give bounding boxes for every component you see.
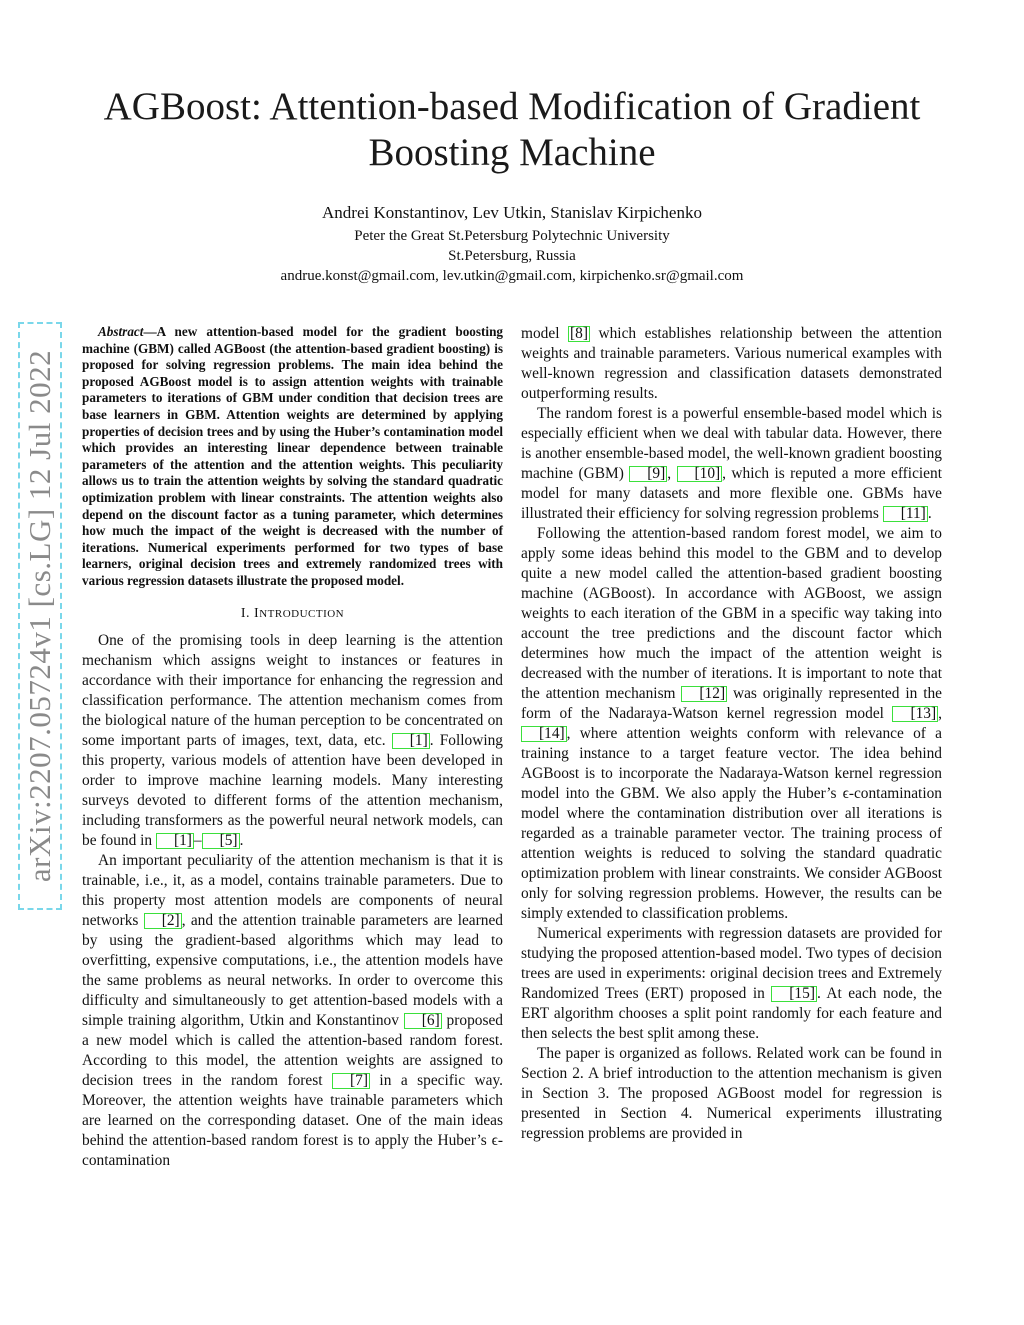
title-line-1: AGBoost: Attention-based Modification of Gradient bbox=[103, 85, 921, 128]
intro-paragraph-1: One of the promising tools in deep learning is the attention mechanism which assigns weight to instances or features in accordance with their importance for enhancing the regression and classification performance. The attention mechanism comes from the biological nature of the human perception to be concentrated on some important parts of images, text, data, etc. [1] . Following this property, various models of attention have been developed in order to improve machine learning models. Many interesting surveys devoted to different forms of the attention mechanism, including transformers as the powerful neural network models, can be found in [1] – [5] . bbox=[82, 631, 503, 849]
citation-link[interactable]: [9] bbox=[629, 466, 667, 482]
citation-link[interactable]: [13] bbox=[892, 706, 938, 722]
title-line-2: Boosting Machine bbox=[368, 131, 656, 174]
citation-link[interactable]: [15] bbox=[771, 986, 817, 1002]
right-paragraph-2: Following the attention-based random forest model, we aim to apply some ideas behind this model to the GBM and to develop quite a new model called the attention-based gradient boosting machine (AGBoost). In accordance with AGBoost, we assign weights to each iteration of the GBM in a specific way taking into account the tree predictions and the discount factor which determines how much the impact of the attention weight is decreased with the number of iterations. It is important to note that the attention mechanism [12] was originally represented in the form of the Nadaraya-Watson kernel regression model [13] , [14] , where attention weights conform with relevance of a training instance to a target feature vector. The idea behind AGBoost is to incorporate the Nadaraya-Watson kernel regression model into the GBM. We also apply the Huber’s ϵ-contamination model where the contamination distribution over all iterations is regarded as a trainable parameter vector. The training process of attention weights is reduced to solving the standard quadratic optimization problem with linear constraints. We consider AGBoost only for solving regression problems. However, the results can be simply extended to classification problems. bbox=[521, 525, 942, 922]
citation-link[interactable]: [1] bbox=[392, 733, 430, 749]
right-paragraph-4: The paper is organized as follows. Related work can be found in Section 2. A brief introduction to the attention mechanism is given in Section 3. The proposed AGBoost model for regression is presented in Section 4. Numerical experiments illustrating regression problems are provided in bbox=[521, 1045, 942, 1142]
section-heading-introduction: I. INTRODUCTION bbox=[240, 605, 345, 621]
citation-link[interactable]: [8] bbox=[570, 325, 588, 342]
paper-title bbox=[60, 84, 964, 176]
authors: Andrei Konstantinov, Lev Utkin, Stanislav Kirpichenko bbox=[322, 203, 702, 222]
abstract bbox=[82, 324, 503, 590]
right-column bbox=[521, 324, 942, 1144]
citation-link[interactable]: [12] bbox=[681, 686, 727, 702]
arxiv-stamp bbox=[18, 322, 62, 910]
citation-link[interactable]: [5] bbox=[202, 833, 240, 849]
abstract-label: Abstract bbox=[98, 324, 144, 339]
location: St.Petersburg, Russia bbox=[448, 248, 576, 264]
citation-link[interactable]: [2] bbox=[144, 913, 182, 929]
right-paragraph-3: Numerical experiments with regression datasets are provided for studying the proposed attention-based model. Two types of decision trees are used in experiments: original decision trees and Extremely Randomized Trees (ERT) proposed in [15] . At each node, the ERT algorithm chooses a split point randomly for each feature and then selects the best split among these. bbox=[521, 925, 942, 1042]
arxiv-id: arXiv:2207.05724v1 [cs.LG] 12 Jul 2022 bbox=[22, 349, 57, 883]
right-paragraph-0: model [8] which establishes relationship between the attention weights and trainable parameters. Various numerical examples with well-known regression and classification datasets demonstrated outperforming results. bbox=[521, 325, 942, 402]
left-column bbox=[82, 324, 503, 1171]
citation-link[interactable]: [1] bbox=[156, 833, 194, 849]
intro-paragraph-2: An important peculiarity of the attention mechanism is that it is trainable, i.e., it, as a model, contains trainable parameters. Due to this property most attention models are components of neural networks [2] , and the attention trainable parameters are learned by using the gradient-based algorithms which may lead to overfitting, expensive computations, i.e., the attention models have the same problems as neural networks. In order to overcome this difficulty and simultaneously to get attention-based models with a simple training algorithm, Utkin and Konstantinov [6] proposed a new model which is called the attention-based random forest. According to this model, the attention weights are assigned to decision trees in the random forest [7] in a specific way. Moreover, the attention weights have trainable parameters which are learned on the corresponding dataset. One of the main ideas behind the attention-based random forest is to apply the Huber’s ϵ-contamination bbox=[82, 851, 503, 1169]
citation-link[interactable]: [10] bbox=[677, 466, 723, 482]
abstract-text: —A new attention-based model for the gradient boosting machine (GBM) called AGBoost (the attention-based gradient boosting) is proposed for solving regression problems. The main idea behind the proposed AGBoost model is to assign attention weights with trainable parameters to iterations of GBM under condition that decision trees are base learners in GBM. Attention weights are determined by applying properties of decision trees and by using the Huber’s contamination model which provides an interesting linear dependence between trainable parameters of the attention and the attention weights. This peculiarity allows us to train the attention weights by solving the standard quadratic optimization problem with linear constraints. The attention weights also depend on the discount factor as a tuning parameter, which determines how much the impact of the weight is decreased with the number of iterations. Numerical experiments performed for two types of base learners, original decision trees and extremely randomized trees with various regression datasets illustrate the proposed model. bbox=[82, 324, 503, 588]
citation-link[interactable]: [6] bbox=[404, 1013, 442, 1029]
affiliation: Peter the Great St.Petersburg Polytechnic University bbox=[354, 228, 670, 244]
emails: andrue.konst@gmail.com, lev.utkin@gmail.com, kirpichenko.sr@gmail.com bbox=[280, 268, 744, 284]
right-paragraph-1: The random forest is a powerful ensemble-based model which is especially efficient when we deal with tabular data. However, there is another ensemble-based model, the well-known gradient boosting machine (GBM) [9] , [10] , which is reputed a more efficient model for many datasets and more flexible one. GBMs have illustrated their efficiency for solving regression problems [11] . bbox=[521, 405, 942, 522]
citation-link[interactable]: [11] bbox=[883, 506, 928, 522]
citation-link[interactable]: [7] bbox=[332, 1073, 370, 1089]
citation-link[interactable]: [14] bbox=[521, 726, 567, 742]
